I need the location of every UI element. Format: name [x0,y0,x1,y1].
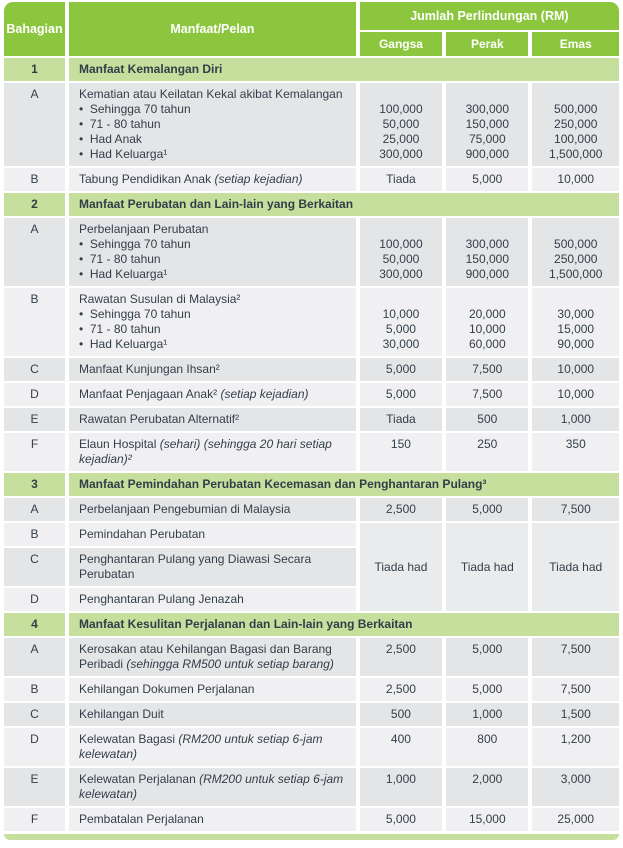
section-title: Manfaat Kemalangan Diri [69,58,619,81]
value-emas: 350 [532,433,619,471]
table-row [4,808,619,831]
benefit-bullet: • Had Keluarga¹ [79,147,168,161]
value-line: 100,000 [379,237,423,251]
benefit-label [79,812,348,827]
table-row [4,383,619,406]
benefit-label-cell [69,408,356,431]
value-line: 100,000 [554,132,598,146]
benefit-label-cell [69,588,356,611]
benefit-label-note: (RM200 untuk setiap 6-jam kelewatan) [79,732,323,761]
table-row [4,358,619,381]
value-emas: 10,000 [532,168,619,191]
value-emas: 7,500 [532,678,619,701]
value-gangsa-merged: Tiada had [360,523,442,611]
value-emas: 3,000 [532,768,619,806]
value-gangsa: 5,000 [360,383,442,406]
benefit-label-text: Kelewatan Bagasi [79,732,176,746]
row-letter: A [4,498,65,521]
row-letter: B [4,523,65,546]
benefit-label-text: Penghantaran Pulang yang Diawasi Secara Perubatan [79,552,312,581]
benefit-label-cell [69,678,356,701]
table-row [4,83,619,166]
value-gangsa: 5,000 [360,358,442,381]
table-row [4,433,619,471]
value-gangsa: 2,500 [360,498,442,521]
benefit-bullet: • 71 - 80 tahun [79,117,161,131]
value-line: 25,000 [382,132,420,146]
benefit-label-cell [69,523,356,546]
value-spacer [536,292,615,307]
value-emas: 10,000 [532,383,619,406]
benefit-bullet-text: Had Keluarga¹ [89,337,168,351]
table-row [4,498,619,521]
value-perak: 250 [446,433,528,471]
table-row [4,523,619,546]
value-gangsa: 150 [360,433,442,471]
benefit-label-cell [69,83,356,166]
header-bahagian: Bahagian [4,2,65,56]
benefit-label [79,222,348,237]
value-line: 10,000 [468,322,506,336]
value-line: 900,000 [465,147,509,161]
benefit-bullet: • Had Keluarga¹ [79,267,168,281]
value-gangsa [360,83,442,166]
benefit-label-text: Pembatalan Perjalanan [79,812,204,826]
benefit-label-cell [69,728,356,766]
section-header-row [4,193,619,216]
section-number: 4 [4,613,65,636]
value-spacer [450,222,524,237]
value-spacer [536,222,615,237]
section-header-row [4,58,619,81]
value-spacer [450,87,524,102]
benefit-label-text: Pemindahan Perubatan [79,527,206,541]
benefit-label [79,772,348,802]
benefit-label-text: Kehilangan Dokumen Perjalanan [79,682,255,696]
value-line: 1,500,000 [549,267,603,281]
benefit-label [79,527,348,542]
table-row [4,408,619,431]
benefit-label-text: Elaun Hospital [79,437,157,451]
value-perak: 5,000 [446,498,528,521]
value-line: 250,000 [554,117,598,131]
benefit-label-text: Rawatan Susulan di Malaysia² [79,292,241,306]
value-line: 300,000 [379,147,423,161]
benefit-label [79,502,348,517]
benefit-label-cell [69,218,356,286]
benefit-label [79,87,348,102]
row-letter: C [4,703,65,726]
benefit-bullet-text: Sehingga 70 tahun [89,237,191,251]
benefit-bullet-text: Had Anak [89,132,142,146]
value-gangsa: 2,500 [360,638,442,676]
value-line: 20,000 [468,307,506,321]
value-perak: 7,500 [446,383,528,406]
benefit-label-text: Tabung Pendidikan Anak [79,172,212,186]
benefit-label [79,387,348,402]
value-spacer [536,87,615,102]
value-emas [532,288,619,356]
header-manfaat-pelan: Manfaat/Pelan [69,2,356,56]
section-number: 1 [4,58,65,81]
value-line: 30,000 [557,307,595,321]
table-header [4,2,619,56]
value-spacer [450,292,524,307]
table-row [4,703,619,726]
header-plan-emas: Emas [532,32,619,56]
value-gangsa: Tiada [360,408,442,431]
benefit-label-cell [69,433,356,471]
value-emas: 1,500 [532,703,619,726]
row-letter: B [4,678,65,701]
value-emas: 7,500 [532,498,619,521]
benefit-bullet: • Had Keluarga¹ [79,337,168,351]
benefit-label-cell [69,703,356,726]
header-plan-perak: Perak [446,32,528,56]
value-perak: 2,000 [446,768,528,806]
row-letter: E [4,408,65,431]
benefit-bullet-text: Sehingga 70 tahun [89,102,191,116]
table-row [4,638,619,676]
table-row [4,678,619,701]
benefit-label [79,437,348,467]
row-letter: E [4,768,65,806]
value-line: 300,000 [465,237,509,251]
section-title: Manfaat Perubatan dan Lain-lain yang Berkaitan [69,193,619,216]
benefit-label [79,362,348,377]
benefit-label-text: Rawatan Perubatan Alternatif² [79,412,240,426]
header-row-group [4,2,619,30]
table-row [4,168,619,191]
value-line: 50,000 [382,252,420,266]
benefit-label-note: (sehingga RM500 untuk setiap barang) [126,657,334,671]
table-body [4,58,619,831]
section-number: 3 [4,473,65,496]
benefit-label [79,682,348,697]
value-emas [532,218,619,286]
row-letter: B [4,168,65,191]
value-emas-merged: Tiada had [532,523,619,611]
benefit-label [79,412,348,427]
row-letter: A [4,83,65,166]
benefit-bullet-text: 71 - 80 tahun [89,252,161,266]
row-letter: D [4,728,65,766]
value-gangsa [360,218,442,286]
value-gangsa [360,288,442,356]
value-gangsa: 2,500 [360,678,442,701]
section-header-row [4,613,619,636]
value-perak: 5,000 [446,638,528,676]
value-line: 300,000 [465,102,509,116]
value-line: 15,000 [557,322,595,336]
value-emas [532,83,619,166]
section-title: Manfaat Kesulitan Perjalanan dan Lain-lain yang Berkaitan [69,613,619,636]
value-emas: 1,200 [532,728,619,766]
row-letter: C [4,548,65,586]
row-letter: A [4,218,65,286]
value-perak: 5,000 [446,678,528,701]
row-letter: D [4,588,65,611]
value-line: 100,000 [379,102,423,116]
value-line: 500,000 [554,102,598,116]
value-emas: 7,500 [532,638,619,676]
benefit-bullet-text: 71 - 80 tahun [89,322,161,336]
value-perak [446,288,528,356]
benefit-label-cell [69,358,356,381]
benefit-label [79,707,348,722]
value-gangsa: 5,000 [360,808,442,831]
benefit-bullet-text: Had Keluarga¹ [89,267,168,281]
value-line: 60,000 [468,337,506,351]
value-line: 5,000 [385,322,416,336]
benefit-label [79,172,348,187]
value-line: 150,000 [465,252,509,266]
value-emas: 10,000 [532,358,619,381]
value-perak-merged: Tiada had [446,523,528,611]
benefit-label-note: (setiap kejadian) [220,387,309,401]
row-letter: D [4,383,65,406]
section-number: 2 [4,193,65,216]
benefit-label-text: Kehilangan Duit [79,707,164,721]
benefit-label [79,732,348,762]
benefit-bullet-text: Sehingga 70 tahun [89,307,191,321]
value-line: 75,000 [468,132,506,146]
value-emas: 1,000 [532,408,619,431]
value-line: 1,500,000 [549,147,603,161]
benefit-label-cell [69,168,356,191]
table-row [4,218,619,286]
value-perak [446,218,528,286]
value-line: 90,000 [557,337,595,351]
benefit-bullet: • Sehingga 70 tahun [79,307,191,321]
benefit-label [79,552,348,582]
value-line: 900,000 [465,267,509,281]
header-jumlah-perlindungan: Jumlah Perlindungan (RM) [360,2,619,30]
bottom-accent-strip [4,834,619,840]
benefit-bullet: • Had Anak [79,132,142,146]
benefit-bullet: • Sehingga 70 tahun [79,102,191,116]
table-row [4,768,619,806]
value-line: 500,000 [554,237,598,251]
header-plan-gangsa: Gangsa [360,32,442,56]
value-perak: 15,000 [446,808,528,831]
value-line: 10,000 [382,307,420,321]
benefit-label [79,592,348,607]
value-line: 250,000 [554,252,598,266]
value-line: 150,000 [465,117,509,131]
row-letter: F [4,808,65,831]
benefit-label-cell [69,638,356,676]
benefit-label-cell [69,383,356,406]
table-row [4,288,619,356]
benefit-bullet-text: Had Keluarga¹ [89,147,168,161]
benefit-label [79,292,348,307]
benefit-label-text: Perbelanjaan Perubatan [79,222,209,236]
benefit-label-cell [69,498,356,521]
row-letter: F [4,433,65,471]
benefit-label-text: Manfaat Kunjungan Ihsan² [79,362,220,376]
row-letter: B [4,288,65,356]
value-perak: 5,000 [446,168,528,191]
value-line: 30,000 [382,337,420,351]
value-perak: 1,000 [446,703,528,726]
benefit-bullet: • 71 - 80 tahun [79,322,161,336]
benefit-label-text: Manfaat Penjagaan Anak² [79,387,218,401]
value-perak: 7,500 [446,358,528,381]
value-spacer [364,292,438,307]
section-title: Manfaat Pemindahan Perubatan Kecemasan dan Penghantaran Pulang³ [69,473,619,496]
table-row [4,728,619,766]
value-emas: 25,000 [532,808,619,831]
value-gangsa: 400 [360,728,442,766]
benefit-label-text: Kerosakan atau Kehilangan Bagasi dan Barang Peribadi [79,642,332,671]
benefit-label-note: (RM200 untuk setiap 6-jam kelewatan) [79,772,344,801]
row-letter: A [4,638,65,676]
value-gangsa: 500 [360,703,442,726]
value-gangsa: 1,000 [360,768,442,806]
benefit-label-text: Kematian atau Keilatan Kekal akibat Kemalangan [79,87,343,101]
benefit-label-text: Kelewatan Perjalanan [79,772,196,786]
value-spacer [364,222,438,237]
benefit-label [79,642,348,672]
benefit-bullet-text: 71 - 80 tahun [89,117,161,131]
benefit-label-cell [69,768,356,806]
value-line: 50,000 [382,117,420,131]
benefit-label-note: (setiap kejadian) [214,172,303,186]
benefit-label-cell [69,808,356,831]
value-gangsa: Tiada [360,168,442,191]
value-line: 300,000 [379,267,423,281]
benefit-bullet: • Sehingga 70 tahun [79,237,191,251]
benefit-label-cell [69,288,356,356]
benefit-bullet: • 71 - 80 tahun [79,252,161,266]
benefit-label-cell [69,548,356,586]
value-perak: 800 [446,728,528,766]
benefit-label-text: Perbelanjaan Pengebumian di Malaysia [79,502,291,516]
benefit-label-note: (sehari) (sehingga 20 hari setiap kejadian)² [79,437,332,466]
section-header-row [4,473,619,496]
value-spacer [364,87,438,102]
value-perak: 500 [446,408,528,431]
value-perak [446,83,528,166]
benefit-label-text: Penghantaran Pulang Jenazah [79,592,244,606]
row-letter: C [4,358,65,381]
